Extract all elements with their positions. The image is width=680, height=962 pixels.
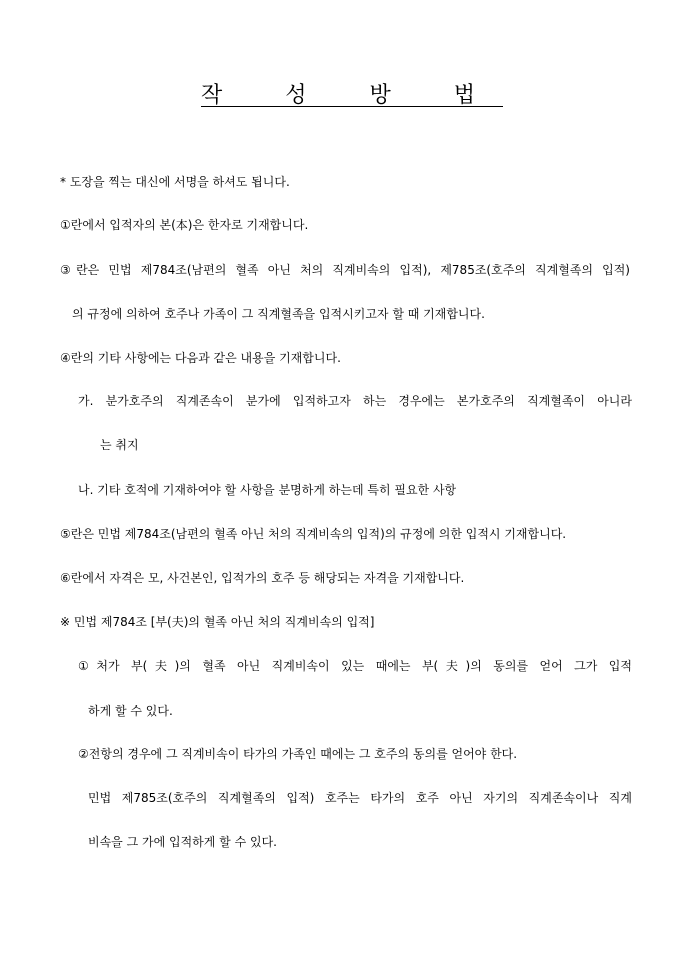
note-item-5: ⑤란은 민법 제784조(남편의 혈족 아닌 처의 직계비속의 입적)의 규정에 의한 입적시 기재합니다. [60, 527, 567, 541]
note-item-4-ga-line-2: 는 취지 [100, 438, 139, 452]
note-seal-signature: * 도장을 찍는 대신에 서명을 하셔도 됩니다. [60, 175, 290, 189]
page-title [0, 78, 680, 109]
law-784-clause-1-line-1: ①처가 부(夫)의 혈족 아닌 직계비속이 있는 때에는 부(夫)의 동의를 얻어 그가 입적 [78, 659, 632, 673]
law-784-heading: ※ 민법 제784조 [부(夫)의 혈족 아닌 처의 직계비속의 입적] [60, 615, 375, 629]
note-item-4-ga-line-1: 가. 분가호주의 직계존속이 분가에 입적하고자 하는 경우에는 본가호주의 직계혈족이 아니라 [78, 394, 632, 408]
note-item-3-line-2: 의 규정에 의하여 호주나 가족이 그 직계혈족을 입적시키고자 할 때 기재합니다. [72, 307, 485, 321]
law-785-line-2: 비속을 그 가에 입적하게 할 수 있다. [88, 835, 277, 849]
law-784-clause-2: ②전항의 경우에 그 직계비속이 타가의 가족인 때에는 그 호주의 동의를 얻어야 한다. [78, 747, 518, 761]
page-title-text: 작 성 방 법 [201, 83, 503, 108]
note-item-3-line-1: ③란은 민법 제784조(남편의 혈족 아닌 처의 직계비속의 입적), 제785조(호주의 직계혈족의 입적) [60, 263, 630, 277]
law-784-clause-1-line-2: 하게 할 수 있다. [88, 704, 173, 718]
note-item-6: ⑥란에서 자격은 모, 사건본인, 입적가의 호주 등 해당되는 자격을 기재합니다. [60, 571, 465, 585]
law-785-line-1: 민법 제785조(호주의 직계혈족의 입적) 호주는 타가의 호주 아닌 자기의 직계존속이나 직계 [88, 791, 632, 805]
note-item-4-na: 나. 기타 호적에 기재하여야 할 사항을 분명하게 하는데 특히 필요한 사항 [78, 483, 457, 497]
note-item-4: ④란의 기타 사항에는 다음과 같은 내용을 기재합니다. [60, 351, 341, 365]
note-item-1: ①란에서 입적자의 본(本)은 한자로 기재합니다. [60, 218, 309, 232]
